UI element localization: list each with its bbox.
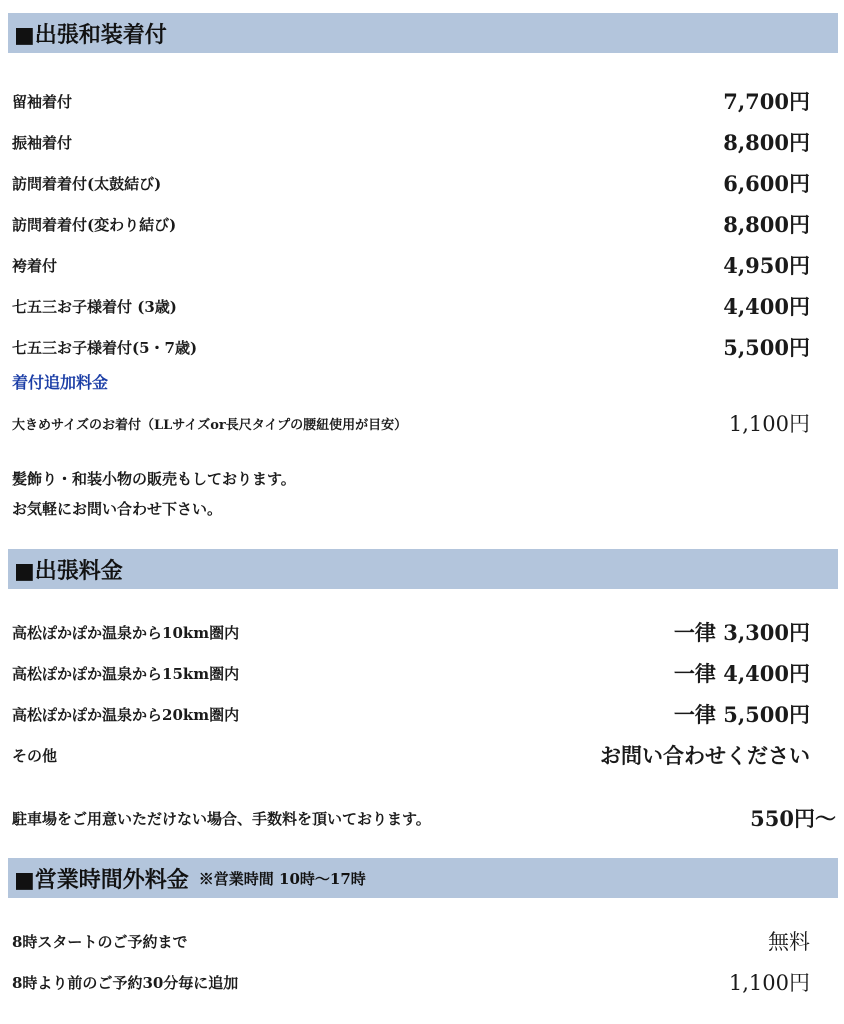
item-label: 七五三お子様着付 (3歳) xyxy=(12,297,177,316)
price-row xyxy=(12,926,810,956)
item-price: 一律 4,400円 xyxy=(673,661,810,686)
item-price: 8,800円 xyxy=(723,212,810,237)
item-price: 7,700円 xyxy=(723,89,810,114)
item-price: 6,600円 xyxy=(723,171,810,196)
section-title: ■営業時間外料金 xyxy=(14,866,189,893)
item-label: 大きめサイズのお着付（LLサイズor長尺タイプの腰紐使用が目安） xyxy=(12,417,408,433)
item-price: 4,950円 xyxy=(723,253,810,278)
price-row xyxy=(12,617,810,647)
price-row xyxy=(12,740,810,770)
price-row xyxy=(12,658,810,688)
price-row xyxy=(12,86,810,116)
price-row xyxy=(12,967,810,997)
item-price: 1,100円 xyxy=(728,971,810,995)
item-price: 5,500円 xyxy=(723,335,810,360)
business-hours-note: ※営業時間 10時～17時 xyxy=(198,869,366,888)
item-label: 訪問着着付(太鼓結び) xyxy=(12,174,162,193)
section-header-overtime xyxy=(8,858,838,898)
info-note xyxy=(12,464,296,524)
price-row xyxy=(12,127,810,157)
item-label: 8時より前のご予約30分毎に追加 xyxy=(12,973,239,992)
note-line: お気軽にお問い合わせ下さい。 xyxy=(12,500,223,518)
section-header-travel xyxy=(8,549,838,589)
item-label: 袴着付 xyxy=(12,256,58,275)
section-header-kitsuke xyxy=(8,13,838,53)
item-label: 振袖着付 xyxy=(12,133,73,152)
item-price: 一律 5,500円 xyxy=(673,702,810,727)
item-label: 七五三お子様着付(5・7歳) xyxy=(12,338,198,357)
item-price: 1,100円 xyxy=(728,412,810,436)
price-row xyxy=(12,699,810,729)
item-price: お問い合わせください xyxy=(600,743,810,768)
price-row xyxy=(12,291,810,321)
item-price: 8,800円 xyxy=(723,130,810,155)
item-label: 訪問着着付(変わり結び) xyxy=(12,215,177,234)
section-title: ■出張和装着付 xyxy=(14,21,167,48)
item-price: 550円～ xyxy=(750,806,836,831)
item-label: 高松ぽかぽか温泉から20km圏内 xyxy=(12,705,240,724)
price-row xyxy=(12,209,810,239)
item-price: 無料 xyxy=(768,930,810,954)
item-label: 留袖着付 xyxy=(12,92,73,111)
item-label: 高松ぽかぽか温泉から10km圏内 xyxy=(12,623,240,642)
item-label: 駐車場をご用意いただけない場合、手数料を頂いております。 xyxy=(12,809,431,828)
note-line: 髪飾り・和装小物の販売もしております。 xyxy=(12,470,296,488)
price-row xyxy=(12,803,836,833)
price-row xyxy=(12,332,810,362)
item-label: 高松ぽかぽか温泉から15km圏内 xyxy=(12,664,240,683)
item-price: 4,400円 xyxy=(723,294,810,319)
section-title: ■出張料金 xyxy=(14,557,123,584)
price-row xyxy=(12,168,810,198)
addon-title: 着付追加料金 xyxy=(12,373,109,392)
item-label: その他 xyxy=(12,746,58,765)
item-price: 一律 3,300円 xyxy=(673,620,810,645)
price-row xyxy=(12,250,810,280)
item-label: 8時スタートのご予約まで xyxy=(12,932,188,951)
price-row xyxy=(12,408,810,438)
